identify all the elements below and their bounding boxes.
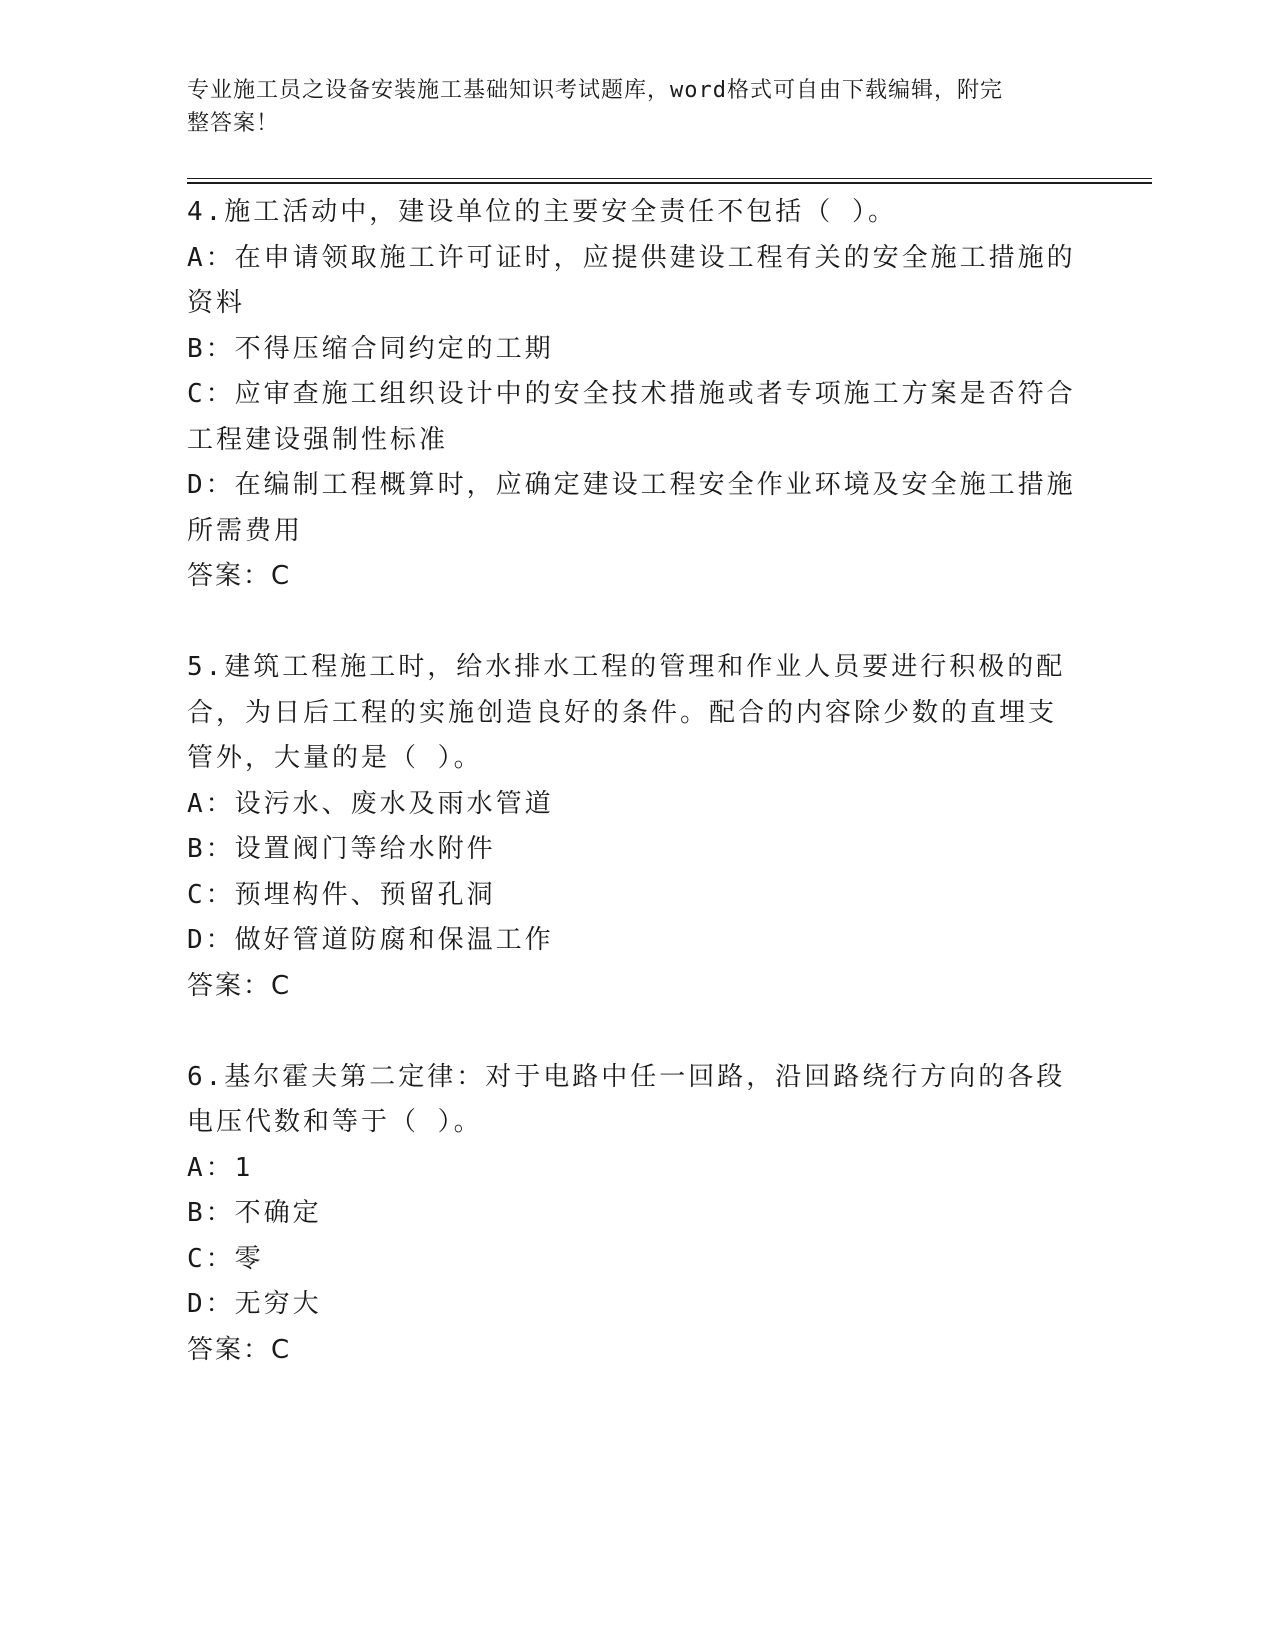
header-divider bbox=[187, 178, 1152, 179]
spacer bbox=[187, 1009, 1077, 1055]
option-c-continued: 工程建设强制性标准 bbox=[187, 424, 449, 455]
question-5 bbox=[187, 645, 1077, 1009]
question-4 bbox=[187, 190, 1077, 600]
question-stem: 5.建筑工程施工时，给水排水工程的管理和作业人员要进行积极的配 bbox=[187, 652, 1066, 682]
option-b: B：不得压缩合同约定的工期 bbox=[187, 333, 554, 364]
option-b: B：不确定 bbox=[187, 1198, 322, 1228]
option-a: A：设污水、废水及雨水管道 bbox=[187, 788, 554, 819]
option-d-continued: 所需费用 bbox=[187, 515, 304, 546]
document-header bbox=[187, 74, 1067, 140]
answer-label: 答案：C bbox=[187, 561, 292, 591]
option-a: A：在申请领取施工许可证时，应提供建设工程有关的安全施工措施的 bbox=[187, 242, 1076, 273]
question-6 bbox=[187, 1055, 1077, 1374]
header-divider bbox=[187, 182, 1152, 184]
question-stem-continued: 合，为日后工程的实施创造良好的条件。配合的内容除少数的直埋支 bbox=[187, 697, 1058, 728]
option-c: C：应审查施工组织设计中的安全技术措施或者专项施工方案是否符合 bbox=[187, 379, 1076, 409]
option-a: A：1 bbox=[187, 1152, 254, 1183]
answer-label: 答案：C bbox=[187, 1334, 292, 1365]
option-b: B：设置阀门等给水附件 bbox=[187, 834, 496, 864]
header-line: 整答案！ bbox=[187, 111, 280, 136]
option-d: D：做好管道防腐和保温工作 bbox=[187, 925, 554, 955]
question-stem-continued: 管外，大量的是（ ）。 bbox=[187, 743, 483, 773]
option-c: C：预埋构件、预留孔洞 bbox=[187, 879, 496, 910]
option-a-continued: 资料 bbox=[187, 288, 246, 318]
question-stem-continued: 电压代数和等于（ ）。 bbox=[187, 1107, 483, 1137]
option-d: D：在编制工程概算时，应确定建设工程安全作业环境及安全施工措施 bbox=[187, 470, 1076, 500]
question-list bbox=[187, 190, 1077, 1373]
question-stem: 4.施工活动中，建设单位的主要安全责任不包括（ ）。 bbox=[187, 197, 897, 227]
option-d: D：无穷大 bbox=[187, 1289, 322, 1319]
spacer bbox=[187, 600, 1077, 646]
option-c: C：零 bbox=[187, 1243, 264, 1274]
answer-label: 答案：C bbox=[187, 970, 292, 1001]
question-stem: 6.基尔霍夫第二定律：对于电路中任一回路，沿回路绕行方向的各段 bbox=[187, 1061, 1066, 1092]
header-line: 专业施工员之设备安装施工基础知识考试题库，word格式可自由下载编辑，附完 bbox=[187, 78, 1003, 103]
